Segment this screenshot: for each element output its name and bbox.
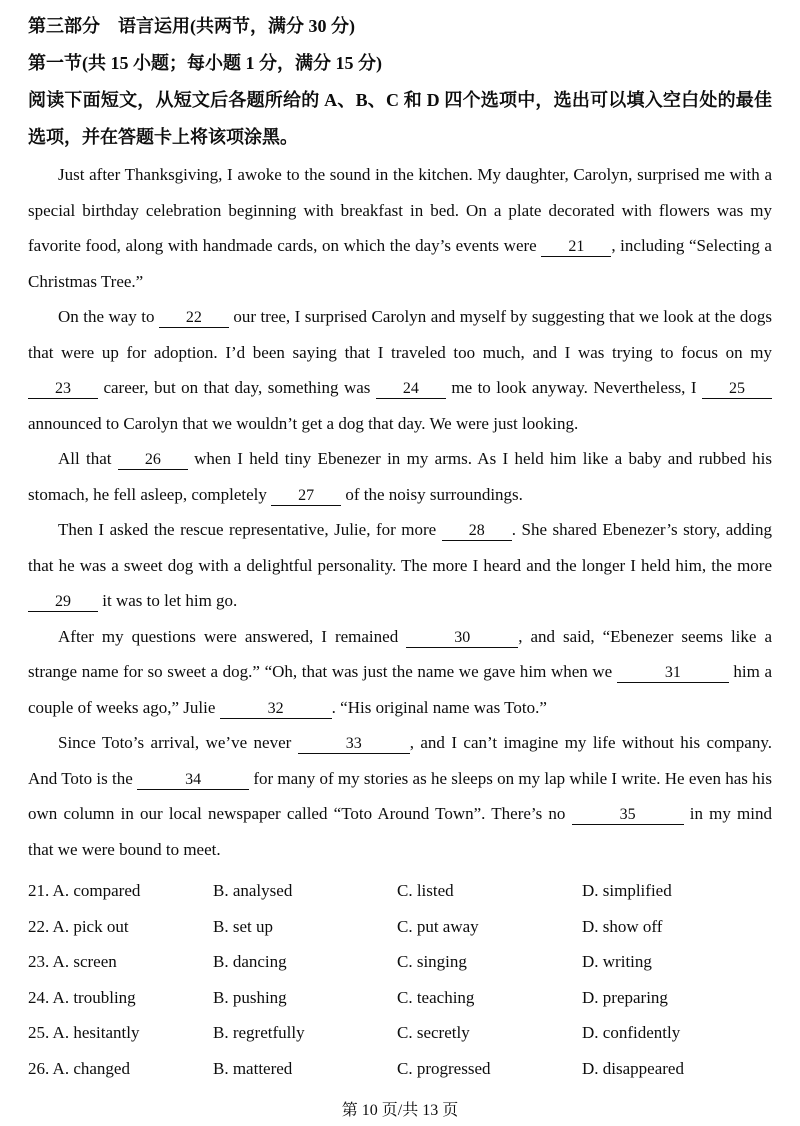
option-cell-21-d: D. simplified — [582, 881, 672, 900]
blank-25: 25 — [702, 379, 772, 399]
passage-paragraph: All that 26 when I held tiny Ebenezer in my arms. As I held him like a baby and rubbed his stomach, he fell asleep, completely 27 of the noisy surroundings. — [28, 449, 772, 504]
option-cell-22-d: D. show off — [582, 916, 663, 936]
option-cell-24-a: 24. A. troubling — [28, 987, 136, 1007]
option-row-22 — [28, 909, 772, 945]
option-cell-25-d: D. confidently — [582, 1023, 681, 1042]
passage-paragraph: Since Toto’s arrival, we’ve never 33 , and I can’t imagine my life without his company. And Toto is the 34 for many of my stories as he sleeps on my lap while I write. He even has his own column in our local newspaper called “Toto Around Town”. There’s no 35 in my mind that we were bound to meet. — [28, 733, 772, 859]
option-row-24 — [28, 980, 772, 1016]
option-cell-21-a: 21. A. compared — [28, 881, 141, 900]
option-cell-23-d: D. writing — [582, 952, 652, 971]
blank-28: 28 — [442, 521, 512, 541]
blank-21: 21 — [541, 237, 611, 257]
instructions: 阅读下面短文，从短文后各题所给的 A、B、C 和 D 四个选项中，选出可以填入空白处的最佳选项，并在答题卡上将该项涂黑。 — [28, 90, 772, 147]
blank-30: 30 — [406, 628, 518, 648]
option-cell-25-a: 25. A. hesitantly — [28, 1023, 140, 1042]
option-cell-22-c: C. put away — [397, 916, 479, 936]
page-number: 第 10 页/共 13 页 — [341, 1102, 459, 1119]
section-heading: 第三部分 语言运用(共两节，满分 30 分) — [28, 16, 355, 36]
option-row-26 — [28, 1051, 772, 1087]
option-cell-22-a: 22. A. pick out — [28, 916, 129, 936]
option-row-21 — [28, 873, 772, 909]
option-cell-23-b: B. dancing — [213, 952, 287, 971]
passage-paragraph: Just after Thanksgiving, I awoke to the sound in the kitchen. My daughter, Carolyn, surprised me with a special birthday celebration beginning with breakfast in bed. On a plate decorated with flowers was my favorite food, along with handmade cards, on which the day’s events were 21 , including “Selecting a Christmas Tree.” — [28, 165, 772, 291]
passage-paragraph: Then I asked the rescue representative, Julie, for more 28 . She shared Ebenezer’s story, adding that he was a sweet dog with a delightful personality. The more I heard and the longer I held him, the more 29 it was to let him go. — [28, 520, 772, 610]
option-cell-26-d: D. disappeared — [582, 1058, 684, 1078]
option-cell-25-c: C. secretly — [397, 1023, 470, 1042]
blank-27: 27 — [271, 486, 341, 506]
blank-31: 31 — [617, 663, 729, 683]
option-row-25 — [28, 1015, 772, 1051]
option-row-23 — [28, 944, 772, 980]
option-cell-24-d: D. preparing — [582, 987, 668, 1007]
option-cell-26-b: B. mattered — [213, 1058, 293, 1078]
blank-34: 34 — [137, 770, 249, 790]
blank-32: 32 — [220, 699, 332, 719]
blank-23: 23 — [28, 379, 98, 399]
option-cell-24-b: B. pushing — [213, 987, 287, 1007]
cloze-passage — [28, 157, 772, 867]
option-cell-22-b: B. set up — [213, 916, 273, 936]
blank-29: 29 — [28, 592, 98, 612]
passage-paragraph: On the way to 22 our tree, I surprised Carolyn and myself by suggesting that we look at the dogs that were up for adoption. I’d been saying that I traveled too much, and I was trying to focus on my 23 career, but on that day, something was 24 me to look anyway. Nevertheless, I 25 announced to Carolyn that we wouldn’t get a dog that day. We were just looking. — [28, 307, 772, 433]
option-cell-24-c: C. teaching — [397, 987, 475, 1007]
option-cell-26-a: 26. A. changed — [28, 1058, 130, 1078]
page-footer — [28, 1096, 772, 1126]
option-cell-21-b: B. analysed — [213, 881, 293, 900]
blank-26: 26 — [118, 450, 188, 470]
blank-33: 33 — [298, 734, 410, 754]
option-cell-26-c: C. progressed — [397, 1058, 491, 1078]
options-list — [28, 873, 772, 1086]
passage-paragraph: After my questions were answered, I remained 30 , and said, “Ebenezer seems like a strange name for so sweet a dog.” “Oh, that was just the name we gave him when we 31 him a couple of weeks ago,” Julie 32 . “His original name was Toto.” — [28, 626, 772, 717]
option-cell-23-a: 23. A. screen — [28, 952, 117, 971]
blank-35: 35 — [572, 805, 684, 825]
part-heading: 第一节(共 15 小题；每小题 1 分，满分 15 分) — [28, 53, 382, 73]
blank-22: 22 — [159, 308, 229, 328]
option-cell-23-c: C. singing — [397, 952, 467, 971]
option-cell-25-b: B. regretfully — [213, 1023, 305, 1042]
option-cell-21-c: C. listed — [397, 881, 454, 900]
blank-24: 24 — [376, 379, 446, 399]
